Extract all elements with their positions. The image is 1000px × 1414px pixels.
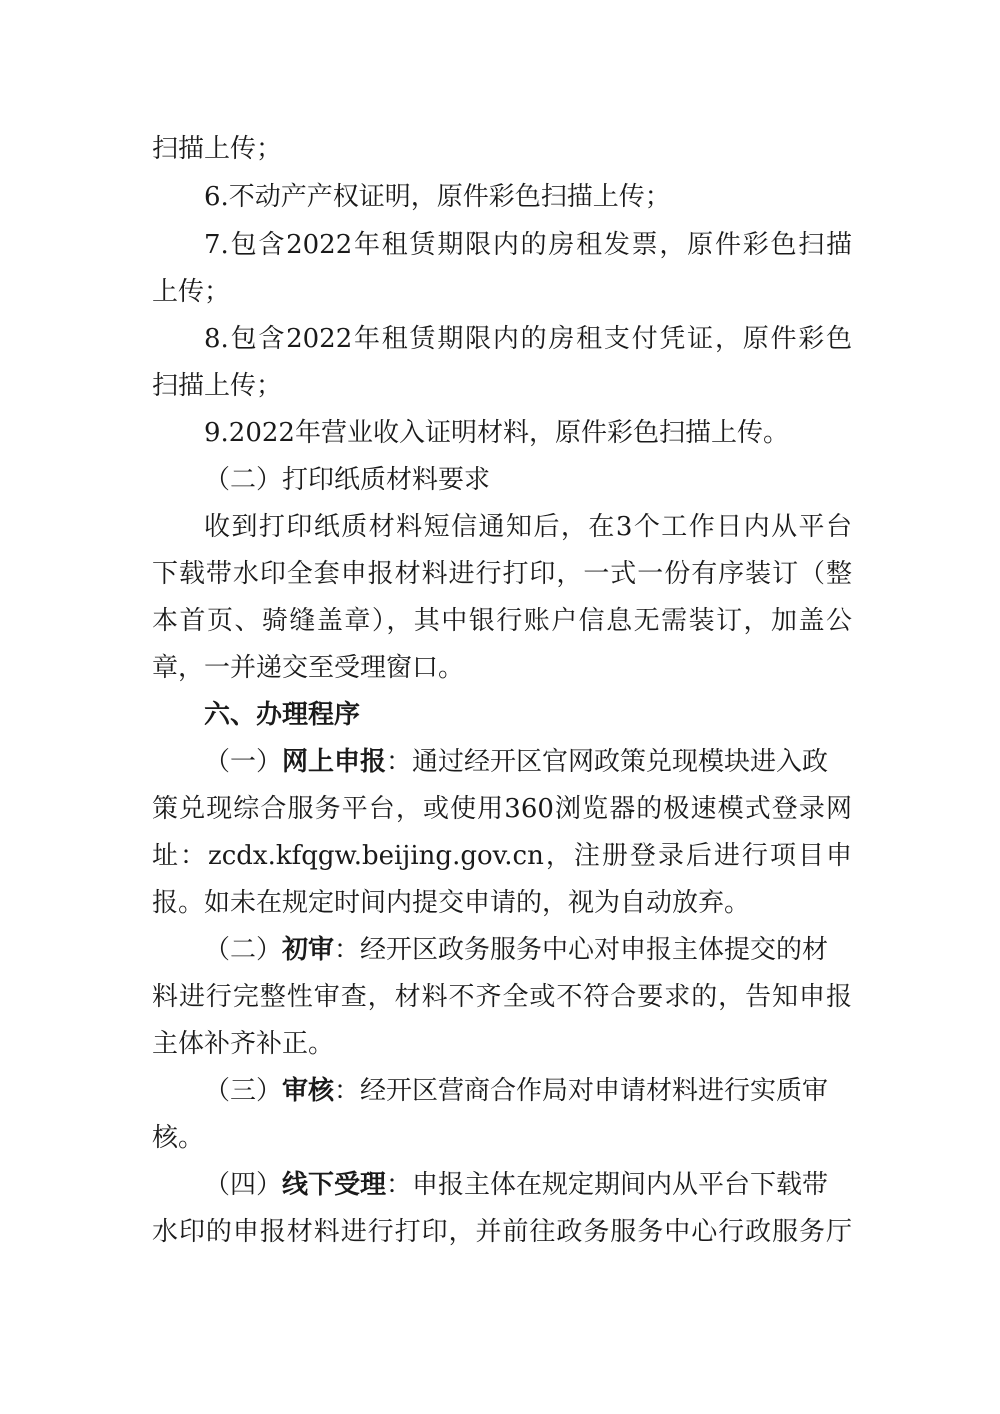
text-line: 策兑现综合服务平台，或使用360浏览器的极速模式登录网 [152, 794, 852, 824]
text-line: 址：zcdx.kfqgw.beijing.gov.cn，注册登录后进行项目申 [152, 841, 852, 871]
text-line: 下载带水印全套申报材料进行打印，一式一份有序装订（整 [152, 559, 852, 589]
step-label: （三） [204, 1076, 283, 1106]
step-title: 初审 [282, 935, 335, 965]
step-text: ：经开区政务服务中心对申报主体提交的材 [334, 935, 829, 965]
section-heading: 六、办理程序 [204, 700, 361, 730]
text-line: 主体补齐补正。 [152, 1029, 335, 1059]
step-label: （二） [204, 935, 283, 965]
text-line: 扫描上传； [152, 371, 283, 401]
text-line: 收到打印纸质材料短信通知后，在3个工作日内从平台 [204, 512, 852, 542]
text-line: 上传； [152, 277, 231, 307]
step-text: ：申报主体在规定期间内从平台下载带 [386, 1170, 829, 1200]
text-line: 8.包含2022年租赁期限内的房租支付凭证，原件彩色 [204, 324, 852, 354]
text-line: 7.包含2022年租赁期限内的房租发票，原件彩色扫描 [204, 230, 852, 260]
step-title: 审核 [282, 1076, 335, 1106]
text-line: 扫描上传； [152, 134, 283, 164]
step-line [204, 739, 852, 785]
section-subheading: （二）打印纸质材料要求 [204, 465, 491, 495]
step-line [204, 1068, 852, 1114]
text-line: 料进行完整性审查，材料不齐全或不符合要求的，告知申报 [152, 982, 852, 1012]
step-label: （四） [204, 1170, 283, 1200]
step-text: ：经开区营商合作局对申请材料进行实质审 [334, 1076, 829, 1106]
text-line: 6.不动产产权证明，原件彩色扫描上传； [204, 182, 671, 212]
step-title: 线下受理 [282, 1170, 387, 1200]
text-line: 报。如未在规定时间内提交申请的，视为自动放弃。 [152, 888, 751, 918]
text-line: 9.2022年营业收入证明材料，原件彩色扫描上传。 [204, 418, 789, 448]
step-label: （一） [204, 747, 283, 777]
text-line: 水印的申报材料进行打印，并前往政务服务中心行政服务厅 [152, 1217, 852, 1247]
text-line: 核。 [152, 1123, 205, 1153]
step-line [204, 1162, 852, 1208]
step-line [204, 927, 852, 973]
text-line: 本首页、骑缝盖章），其中银行账户信息无需装订，加盖公 [152, 606, 852, 636]
text-line: 章，一并递交至受理窗口。 [152, 653, 465, 683]
step-text: ：通过经开区官网政策兑现模块进入政 [386, 747, 829, 777]
step-title: 网上申报 [282, 747, 387, 777]
